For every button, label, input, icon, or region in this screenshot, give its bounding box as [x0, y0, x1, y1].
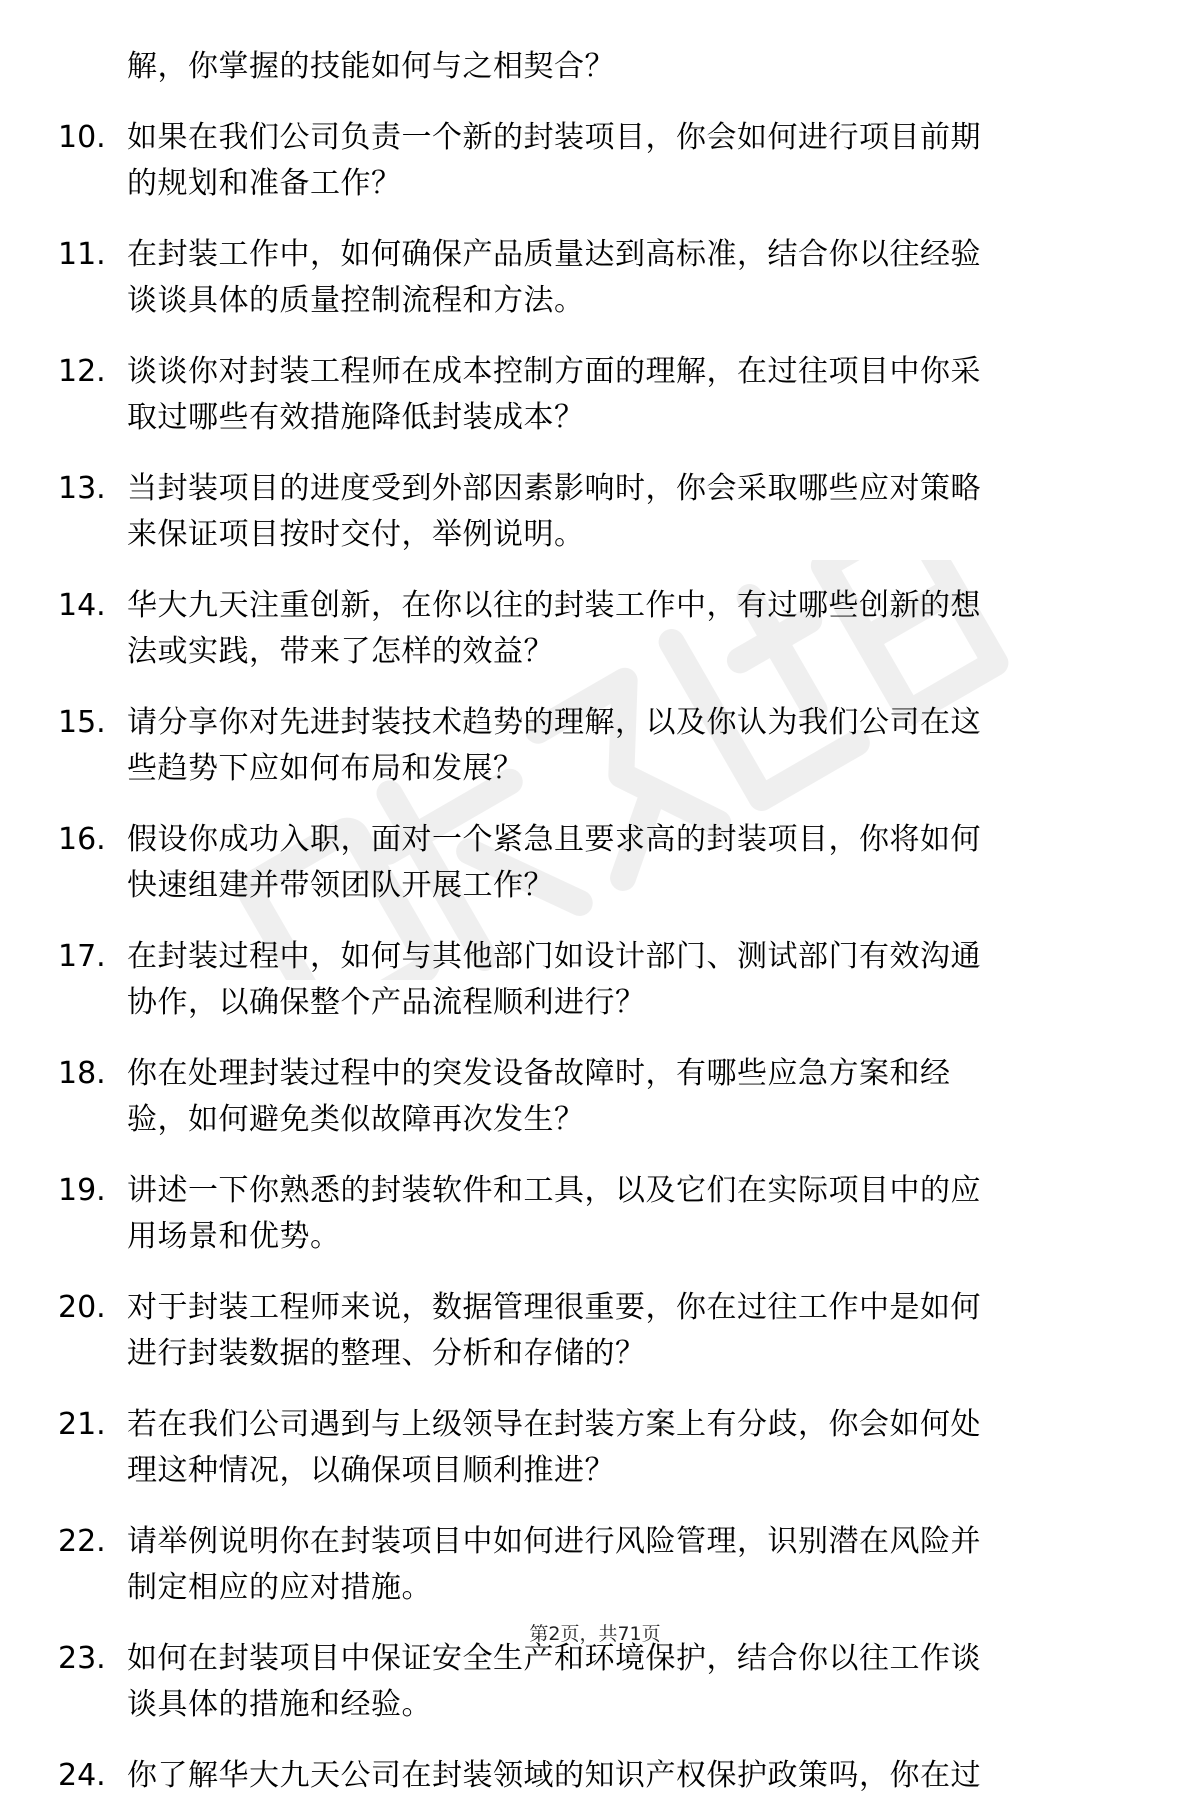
list-item — [0, 700, 1190, 792]
question-number: 20. — [58, 1290, 106, 1325]
question-number: 22. — [58, 1524, 106, 1559]
list-item — [0, 583, 1190, 675]
question-number: 19. — [58, 1173, 106, 1208]
question-text: 讲述一下你熟悉的封装软件和工具，以及它们在实际项目中的应 用场景和优势。 — [127, 1173, 981, 1254]
list-item — [0, 1285, 1190, 1377]
question-number: 14. — [58, 588, 106, 623]
question-text: 如何在封装项目中保证安全生产和环境保护，结合你以往工作谈 谈具体的措施和经验。 — [127, 1641, 981, 1722]
question-text: 华大九天注重创新，在你以往的封装工作中，有过哪些创新的想 法或实践，带来了怎样的效益？ — [127, 588, 981, 669]
question-text: 当封装项目的进度受到外部因素影响时，你会采取哪些应对策略 来保证项目按时交付，举例说明。 — [127, 471, 981, 552]
list-item — [0, 349, 1190, 441]
list-item — [0, 466, 1190, 558]
question-text: 请举例说明你在封装项目中如何进行风险管理，识别潜在风险并 制定相应的应对措施。 — [127, 1524, 981, 1605]
question-number: 17. — [58, 939, 106, 974]
question-number: 12. — [58, 354, 106, 389]
question-text: 如果在我们公司负责一个新的封装项目，你会如何进行项目前期 的规划和准备工作？ — [127, 120, 981, 201]
question-text: 谈谈你对封装工程师在成本控制方面的理解，在过往项目中你采 取过哪些有效措施降低封装成本？ — [127, 354, 981, 435]
question-number: 15. — [58, 705, 106, 740]
list-item — [0, 817, 1190, 909]
list-item — [0, 115, 1190, 207]
list-item — [0, 232, 1190, 324]
page-footer: 第2页，共71页 — [529, 1623, 661, 1645]
question-text: 在封装工作中，如何确保产品质量达到高标准，结合你以往经验 谈谈具体的质量控制流程和方法。 — [127, 237, 981, 318]
question-number: 21. — [58, 1407, 106, 1442]
list-item — [0, 1753, 1190, 1799]
list-item — [0, 1636, 1190, 1728]
question-text: 请分享你对先进封装技术趋势的理解，以及你认为我们公司在这 些趋势下应如何布局和发展？ — [127, 705, 981, 786]
list-item-continuation — [0, 44, 1190, 90]
question-number: 24. — [58, 1758, 106, 1793]
list-item — [0, 1168, 1190, 1260]
question-number: 13. — [58, 471, 106, 506]
list-item — [0, 1051, 1190, 1143]
question-text: 解，你掌握的技能如何与之相契合？ — [127, 49, 615, 84]
questions-container — [0, 115, 1190, 1799]
question-text: 在封装过程中，如何与其他部门如设计部门、测试部门有效沟通 协作，以确保整个产品流程顺利进行？ — [127, 939, 981, 1020]
list-item — [0, 1402, 1190, 1494]
question-text: 若在我们公司遇到与上级领导在封装方案上有分歧，你会如何处 理这种情况，以确保项目顺利推进？ — [127, 1407, 981, 1488]
question-number: 18. — [58, 1056, 106, 1091]
list-item — [0, 1519, 1190, 1611]
list-item — [0, 934, 1190, 1026]
question-number: 10. — [58, 120, 106, 155]
question-list — [0, 44, 1190, 1799]
question-text: 假设你成功入职，面对一个紧急且要求高的封装项目，你将如何 快速组建并带领团队开展工作？ — [127, 822, 981, 903]
question-text: 对于封装工程师来说，数据管理很重要，你在过往工作中是如何 进行封装数据的整理、分析和存储的？ — [127, 1290, 981, 1371]
question-number: 16. — [58, 822, 106, 857]
question-number: 23. — [58, 1641, 106, 1676]
question-number: 11. — [58, 237, 106, 272]
question-text: 你在处理封装过程中的突发设备故障时，有哪些应急方案和经 验，如何避免类似故障再次发生？ — [127, 1056, 951, 1137]
question-text: 你了解华大九天公司在封装领域的知识产权保护政策吗，你在过 — [127, 1758, 981, 1793]
